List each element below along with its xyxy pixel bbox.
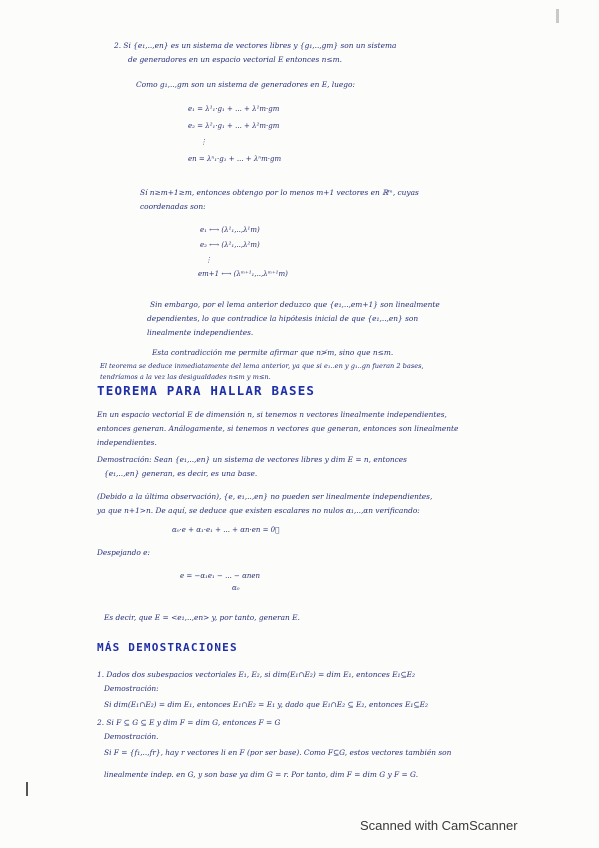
formula-m4: en = λⁿ₁·g₁ + ... + λⁿm·gm: [188, 155, 282, 163]
text-line-p27: linealmente indep. en G, y son base ya dim G = r. Por tanto, dim F = dim G y F = G.: [104, 770, 419, 779]
formula-m7: ⋮: [205, 256, 212, 264]
text-line-p23: Si dim(E₁∩E₂) = dim E₁, entonces E₁∩E₂ = E₁ y, dado que E₁∩E₂ ⊆ E₂, entonces E₁⊆E₂: [104, 700, 428, 709]
scanner-watermark: Scanned with CamScanner: [360, 818, 518, 833]
formula-m10: e = −α₁e₁ − ... − αnen: [180, 572, 260, 580]
text-line-p22: Demostración:: [104, 684, 159, 693]
text-line-p24: 2. Si F ⊆ G ⊆ E y dim F = dim G, entonces F = G: [97, 718, 281, 727]
formula-m2: e₂ = λ²₁·g₁ + ... + λ²m·gm: [188, 122, 280, 130]
text-line-p6: Sin embargo, por el lema anterior deduzco que {e₁,..,em+1} son linealmente: [150, 300, 440, 309]
text-line-p5: coordenadas son:: [140, 202, 206, 211]
scan-edge-mark: [26, 782, 28, 796]
text-line-p21: 1. Dados dos subespacios vectoriales E₁, E₂, si dim(E₁∩E₂) = dim E₁, entonces E₁⊆E₂: [97, 670, 416, 679]
formula-m5: e₁ ⟷ (λ¹₁,..,λ¹m): [200, 226, 260, 234]
text-line-p2: de generadores en un espacio vectorial E entonces n≤m.: [128, 55, 342, 64]
text-line-p9: Esta contradicción me permite afirmar que n≯m, sino que n≤m.: [152, 348, 394, 357]
text-line-p16: {e₁,..,en} generan, es decir, es una base.: [104, 469, 258, 478]
text-line-p12: En un espacio vectorial E de dimensión n, si tenemos n vectores linealmente independientes,: [97, 410, 447, 419]
text-line-p19: Despejando e:: [97, 548, 151, 557]
heading-h1: TEOREMA PARA HALLAR BASES: [97, 383, 316, 398]
text-line-p14: independientes.: [97, 438, 157, 447]
text-line-p1: 2. Si {e₁,..,en} es un sistema de vectores libres y {g₁,..,gm} son un sistema: [114, 41, 397, 50]
text-line-p20: Es decir, que E = <e₁,..,en> y, por tanto, generan E.: [104, 613, 300, 622]
text-line-p7: dependientes, lo que contradice la hipótesis inicial de que {e₁,..,en} son: [147, 314, 419, 323]
text-line-p4: Sí n≥m+1≥m, entonces obtengo por lo menos m+1 vectores en ℝᵐ, cuyas: [140, 188, 419, 197]
text-line-p10: El teorema se deduce inmediatamente del lema anterior, ya que si e₁..en y g₁..gn fueran 2 bases,: [100, 362, 424, 370]
formula-m1: e₁ = λ¹₁·g₁ + ... + λ¹m·gm: [188, 105, 280, 113]
scan-edge-mark: [556, 9, 559, 23]
text-line-p17: (Debido a la última observación), {e, e₁,..,en} no pueden ser linealmente independientes,: [97, 492, 433, 501]
text-line-p15: Demostración: Sean {e₁,..,en} un sistema de vectores libres y dim E = n, entonces: [97, 455, 407, 464]
text-line-p13: entonces generan. Análogamente, si tenemos n vectores que generan, entonces son linealmente: [97, 424, 459, 433]
text-line-p11: tendríamos a la vez las desigualdades n≤m y m≤n.: [100, 373, 271, 381]
formula-m6: e₂ ⟷ (λ²₁,..,λ²m): [200, 241, 260, 249]
formula-m3: ⋮: [200, 138, 207, 146]
text-line-p18: ya que n+1>n. De aquí, se deduce que existen escalares no nulos α₁,..,αn verificando:: [97, 506, 420, 515]
text-line-p25: Demostración.: [104, 732, 159, 741]
formula-m9: α₀·e + α₁·e₁ + ... + αn·en = 0⃗: [172, 526, 280, 534]
text-line-p3: Como g₁,..,gm son un sistema de generadores en E, luego:: [136, 80, 355, 89]
text-line-p26: Si F = {f₁,..,fr}, hay r vectores li en F (por ser base). Como F⊆G, estos vectores también son: [104, 748, 452, 757]
formula-m11: α₀: [232, 584, 240, 592]
text-line-p8: linealmente independientes.: [147, 328, 254, 337]
heading-h2: MÁS DEMOSTRACIONES: [97, 641, 238, 654]
formula-m8: em+1 ⟷ (λᵐ⁺¹₁,..,λᵐ⁺¹m): [198, 270, 288, 278]
